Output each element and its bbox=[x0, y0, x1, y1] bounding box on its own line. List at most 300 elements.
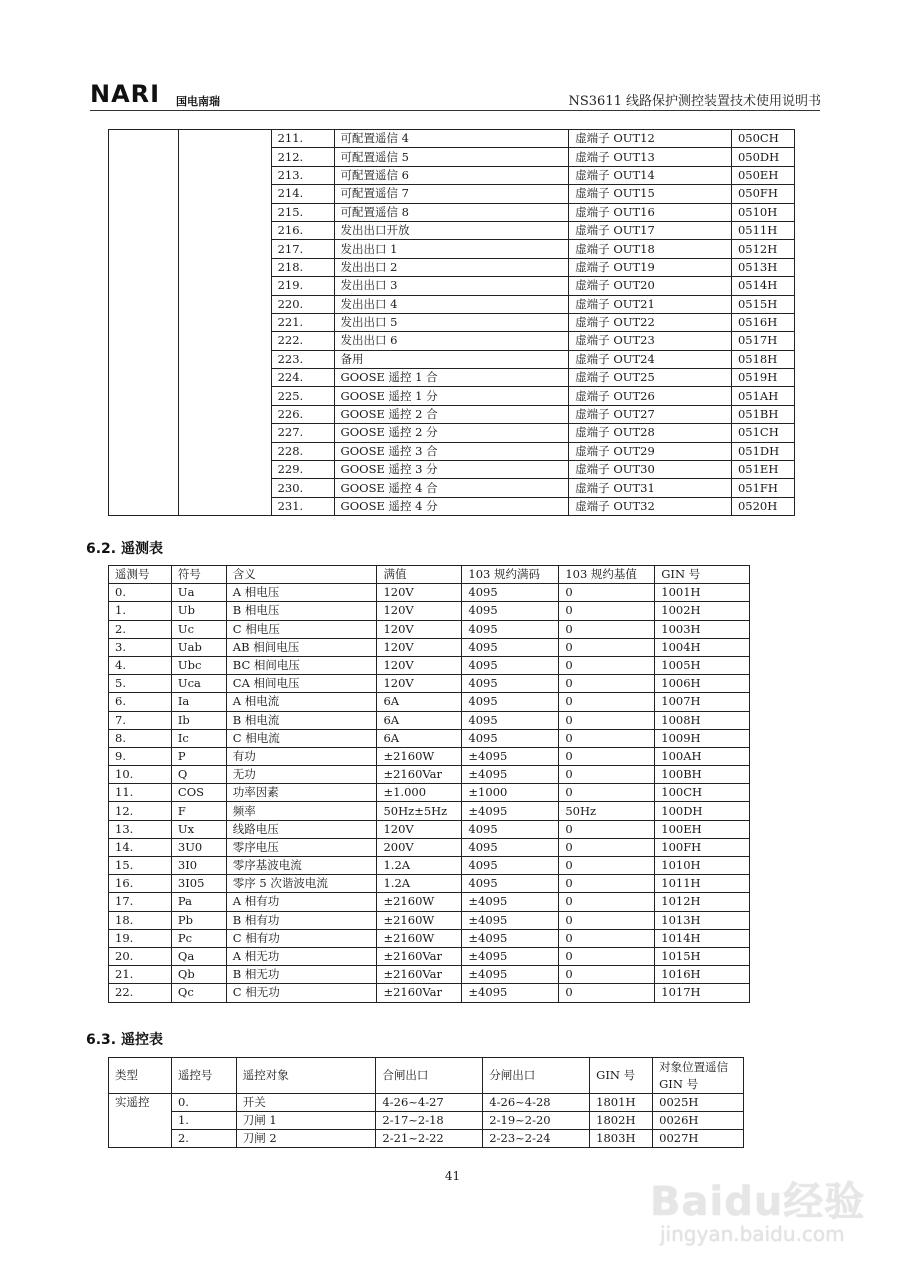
table-row bbox=[109, 602, 750, 620]
table-cell: 零序 5 次谐波电流 bbox=[226, 875, 377, 893]
table-cell: 4095 bbox=[462, 584, 559, 602]
table-cell: C 相电压 bbox=[226, 620, 377, 638]
empty-cell bbox=[178, 461, 271, 479]
page-number: 41 bbox=[444, 1169, 461, 1183]
table-cell: 4. bbox=[109, 656, 172, 674]
table-cell: 1005H bbox=[655, 656, 750, 674]
table-cell: 0 bbox=[559, 747, 655, 765]
empty-cell bbox=[178, 313, 271, 331]
column-header: 对象位置遥信 GIN 号 bbox=[653, 1058, 744, 1094]
table-cell: 6A bbox=[377, 693, 462, 711]
table-cell: COS bbox=[171, 784, 226, 802]
table-row bbox=[109, 838, 750, 856]
table-cell: C 相电流 bbox=[226, 729, 377, 747]
telemetry-table-body bbox=[109, 584, 750, 1002]
table-cell: 0027H bbox=[653, 1130, 744, 1148]
table-cell: 虚端子 OUT25 bbox=[569, 369, 732, 387]
table-cell: 4095 bbox=[462, 602, 559, 620]
table-cell: 17. bbox=[109, 893, 172, 911]
table-cell: ±1000 bbox=[462, 784, 559, 802]
table-row bbox=[109, 350, 795, 368]
table-cell: 频率 bbox=[226, 802, 377, 820]
table-cell: 0 bbox=[559, 911, 655, 929]
table-cell: 1803H bbox=[590, 1130, 653, 1148]
table-cell: 虚端子 OUT15 bbox=[569, 185, 732, 203]
table-cell: 虚端子 OUT16 bbox=[569, 203, 732, 221]
table-cell: 1004H bbox=[655, 638, 750, 656]
table-cell: 虚端子 OUT31 bbox=[569, 479, 732, 497]
empty-cell bbox=[109, 313, 179, 331]
table-cell: GOOSE 遥控 3 合 bbox=[334, 442, 569, 460]
table-cell: 发出出口 1 bbox=[334, 240, 569, 258]
table-cell: 15. bbox=[109, 857, 172, 875]
document-title: NS3611 线路保护测控装置技术使用说明书 bbox=[568, 94, 821, 109]
table-cell: 0 bbox=[559, 656, 655, 674]
table-cell: 虚端子 OUT27 bbox=[569, 405, 732, 423]
table-cell: 0 bbox=[559, 638, 655, 656]
table-row bbox=[109, 820, 750, 838]
table-cell: 4095 bbox=[462, 693, 559, 711]
watermark-url: jingyan.baidu.com bbox=[660, 1222, 845, 1246]
table-cell: 发出出口 2 bbox=[334, 258, 569, 276]
table-cell: 0517H bbox=[731, 332, 794, 350]
table-cell: 0513H bbox=[731, 258, 794, 276]
table-row bbox=[109, 295, 795, 313]
table-cell: 5. bbox=[109, 675, 172, 693]
table-cell: 100FH bbox=[655, 838, 750, 856]
table-cell: 4095 bbox=[462, 820, 559, 838]
table-cell: 4095 bbox=[462, 711, 559, 729]
telesignal-table-continued bbox=[108, 129, 795, 516]
table-cell: 虚端子 OUT29 bbox=[569, 442, 732, 460]
table-cell: 1802H bbox=[590, 1112, 653, 1130]
table-cell: ±4095 bbox=[462, 984, 559, 1002]
empty-cell bbox=[109, 442, 179, 460]
table-cell: 0 bbox=[559, 729, 655, 747]
table-cell: 1. bbox=[171, 1112, 236, 1130]
table-cell: ±4095 bbox=[462, 911, 559, 929]
table-cell: GOOSE 遥控 1 分 bbox=[334, 387, 569, 405]
column-header: 合闸出口 bbox=[376, 1058, 483, 1094]
table-cell: 3I05 bbox=[171, 875, 226, 893]
table-cell: ±2160W bbox=[377, 747, 462, 765]
table-cell: 线路电压 bbox=[226, 820, 377, 838]
table-cell: 虚端子 OUT23 bbox=[569, 332, 732, 350]
table-cell: 050FH bbox=[731, 185, 794, 203]
table-cell: 211. bbox=[271, 130, 334, 148]
table-cell: 0518H bbox=[731, 350, 794, 368]
table-cell: Pc bbox=[171, 929, 226, 947]
column-header: 含义 bbox=[226, 566, 377, 584]
table-cell: 0514H bbox=[731, 277, 794, 295]
table-cell: GOOSE 遥控 4 分 bbox=[334, 497, 569, 515]
table-row bbox=[109, 240, 795, 258]
table-row bbox=[109, 984, 750, 1002]
empty-cell bbox=[109, 166, 179, 184]
table-cell: 051BH bbox=[731, 405, 794, 423]
table-cell: 219. bbox=[271, 277, 334, 295]
table-cell: C 相有功 bbox=[226, 929, 377, 947]
telecontrol-table bbox=[108, 1057, 744, 1148]
table-cell: 051DH bbox=[731, 442, 794, 460]
table-cell: 22. bbox=[109, 984, 172, 1002]
table-row bbox=[109, 620, 750, 638]
table-cell: 4095 bbox=[462, 838, 559, 856]
table-row bbox=[109, 784, 750, 802]
table-cell: 19. bbox=[109, 929, 172, 947]
table-row bbox=[109, 584, 750, 602]
table-cell: 218. bbox=[271, 258, 334, 276]
table-cell: 发出出口 5 bbox=[334, 313, 569, 331]
table-cell: 虚端子 OUT32 bbox=[569, 497, 732, 515]
table-cell: 6A bbox=[377, 729, 462, 747]
table-cell: 0 bbox=[559, 820, 655, 838]
table-cell: 0 bbox=[559, 966, 655, 984]
table-cell: 120V bbox=[377, 638, 462, 656]
table-cell: 100DH bbox=[655, 802, 750, 820]
table-cell: 050EH bbox=[731, 166, 794, 184]
table-cell: 13. bbox=[109, 820, 172, 838]
table-cell: ±2160Var bbox=[377, 966, 462, 984]
table-cell: 1010H bbox=[655, 857, 750, 875]
table-row bbox=[109, 442, 795, 460]
empty-cell bbox=[109, 387, 179, 405]
table-cell: 229. bbox=[271, 461, 334, 479]
empty-cell bbox=[178, 240, 271, 258]
table-cell: 20. bbox=[109, 947, 172, 965]
table-cell: Ua bbox=[171, 584, 226, 602]
table-cell: ±2160W bbox=[377, 911, 462, 929]
table-cell: 120V bbox=[377, 656, 462, 674]
empty-cell bbox=[109, 258, 179, 276]
table-row bbox=[109, 675, 750, 693]
table-cell: 0 bbox=[559, 893, 655, 911]
table-cell: 223. bbox=[271, 350, 334, 368]
empty-cell bbox=[109, 332, 179, 350]
table-cell: B 相电流 bbox=[226, 711, 377, 729]
table-cell: 1.2A bbox=[377, 875, 462, 893]
column-header: GIN 号 bbox=[590, 1058, 653, 1094]
table-cell: 50Hz bbox=[559, 802, 655, 820]
table-cell: 刀闸 2 bbox=[236, 1130, 376, 1148]
table-cell: 227. bbox=[271, 424, 334, 442]
table-cell: 217. bbox=[271, 240, 334, 258]
telecontrol-header-row bbox=[109, 1058, 744, 1094]
table-cell: A 相有功 bbox=[226, 893, 377, 911]
table-cell: 051CH bbox=[731, 424, 794, 442]
table-cell: 可配置遥信 7 bbox=[334, 185, 569, 203]
empty-cell bbox=[178, 442, 271, 460]
table-cell: 051FH bbox=[731, 479, 794, 497]
table-cell: 1006H bbox=[655, 675, 750, 693]
table-row bbox=[109, 875, 750, 893]
empty-cell bbox=[178, 369, 271, 387]
table-row bbox=[109, 1130, 744, 1148]
table-row bbox=[109, 1112, 744, 1130]
empty-cell bbox=[178, 185, 271, 203]
table-cell: 零序电压 bbox=[226, 838, 377, 856]
table-cell: 224. bbox=[271, 369, 334, 387]
table-cell: ±4095 bbox=[462, 966, 559, 984]
section-heading-telecontrol: 6.3. 遥控表 bbox=[86, 1032, 163, 1048]
table-cell: 虚端子 OUT19 bbox=[569, 258, 732, 276]
table-row bbox=[109, 166, 795, 184]
table-row bbox=[109, 729, 750, 747]
column-header: 103 规约基值 bbox=[559, 566, 655, 584]
empty-cell bbox=[178, 332, 271, 350]
table-cell: 4095 bbox=[462, 638, 559, 656]
table-cell: F bbox=[171, 802, 226, 820]
table-cell: 4095 bbox=[462, 729, 559, 747]
table-cell: Ic bbox=[171, 729, 226, 747]
table-row bbox=[109, 479, 795, 497]
empty-cell bbox=[109, 497, 179, 515]
table-cell: 1012H bbox=[655, 893, 750, 911]
table-row bbox=[109, 893, 750, 911]
table-row bbox=[109, 929, 750, 947]
table-row bbox=[109, 130, 795, 148]
telemetry-header-row bbox=[109, 566, 750, 584]
table-cell: ±2160Var bbox=[377, 984, 462, 1002]
table-row bbox=[109, 387, 795, 405]
table-cell: 7. bbox=[109, 711, 172, 729]
table-cell: ±4095 bbox=[462, 893, 559, 911]
table-cell: 1.2A bbox=[377, 857, 462, 875]
table-cell: Pb bbox=[171, 911, 226, 929]
table-cell: 0 bbox=[559, 784, 655, 802]
table-cell: 虚端子 OUT22 bbox=[569, 313, 732, 331]
table-cell: 0 bbox=[559, 602, 655, 620]
table-cell: 050DH bbox=[731, 148, 794, 166]
table-cell: 0511H bbox=[731, 221, 794, 239]
empty-cell bbox=[178, 424, 271, 442]
table-cell: 有功 bbox=[226, 747, 377, 765]
table-cell: 4-26~4-27 bbox=[376, 1094, 483, 1112]
table-cell: Uca bbox=[171, 675, 226, 693]
table-cell: 100BH bbox=[655, 766, 750, 784]
table-cell: Pa bbox=[171, 893, 226, 911]
table-row bbox=[109, 405, 795, 423]
table-cell: 100EH bbox=[655, 820, 750, 838]
table-cell: 21. bbox=[109, 966, 172, 984]
section-heading-telemetry: 6.2. 遥测表 bbox=[86, 541, 163, 557]
table-cell: 100CH bbox=[655, 784, 750, 802]
table-cell: 虚端子 OUT26 bbox=[569, 387, 732, 405]
table-cell: 发出出口 6 bbox=[334, 332, 569, 350]
table-cell: 0 bbox=[559, 693, 655, 711]
table-cell: 4095 bbox=[462, 656, 559, 674]
table-cell: Uc bbox=[171, 620, 226, 638]
table-cell: 1015H bbox=[655, 947, 750, 965]
table-cell: 12. bbox=[109, 802, 172, 820]
table-cell: Ib bbox=[171, 711, 226, 729]
table-cell: 开关 bbox=[236, 1094, 376, 1112]
table-cell: 11. bbox=[109, 784, 172, 802]
table-row bbox=[109, 461, 795, 479]
table-cell: 3U0 bbox=[171, 838, 226, 856]
empty-cell bbox=[178, 277, 271, 295]
table-cell: 120V bbox=[377, 584, 462, 602]
table-cell: 4095 bbox=[462, 620, 559, 638]
table-cell: Qc bbox=[171, 984, 226, 1002]
table-cell: Uab bbox=[171, 638, 226, 656]
table-cell: 226. bbox=[271, 405, 334, 423]
table-cell: 0 bbox=[559, 838, 655, 856]
empty-cell bbox=[178, 295, 271, 313]
table-row bbox=[109, 766, 750, 784]
table-cell: BC 相间电压 bbox=[226, 656, 377, 674]
table-cell: C 相无功 bbox=[226, 984, 377, 1002]
table-cell: 4095 bbox=[462, 875, 559, 893]
table-cell: A 相电压 bbox=[226, 584, 377, 602]
table-cell: 213. bbox=[271, 166, 334, 184]
nari-logo: NARI bbox=[90, 80, 161, 108]
table-row bbox=[109, 747, 750, 765]
empty-cell bbox=[109, 130, 179, 148]
table-cell: 200V bbox=[377, 838, 462, 856]
table-cell: 1008H bbox=[655, 711, 750, 729]
column-header: 103 规约满码 bbox=[462, 566, 559, 584]
table-cell: 虚端子 OUT30 bbox=[569, 461, 732, 479]
empty-cell bbox=[178, 497, 271, 515]
table-cell: 216. bbox=[271, 221, 334, 239]
table-cell: 虚端子 OUT17 bbox=[569, 221, 732, 239]
table-row bbox=[109, 332, 795, 350]
column-header: 遥控对象 bbox=[236, 1058, 376, 1094]
table-cell: 14. bbox=[109, 838, 172, 856]
table-cell: Qb bbox=[171, 966, 226, 984]
table-cell: ±4095 bbox=[462, 947, 559, 965]
table-cell: 虚端子 OUT28 bbox=[569, 424, 732, 442]
table-cell: 发出出口开放 bbox=[334, 221, 569, 239]
column-header: 满值 bbox=[377, 566, 462, 584]
table-cell: 可配置遥信 8 bbox=[334, 203, 569, 221]
table-cell: 220. bbox=[271, 295, 334, 313]
logo-subtitle: 国电南瑞 bbox=[176, 95, 220, 108]
table-cell: 120V bbox=[377, 602, 462, 620]
table-cell: 1017H bbox=[655, 984, 750, 1002]
table-cell: 228. bbox=[271, 442, 334, 460]
table-cell: 2. bbox=[109, 620, 172, 638]
table-cell: 6A bbox=[377, 711, 462, 729]
table-cell: 虚端子 OUT14 bbox=[569, 166, 732, 184]
column-header: 符号 bbox=[171, 566, 226, 584]
empty-cell bbox=[109, 277, 179, 295]
table-cell: 120V bbox=[377, 820, 462, 838]
table-cell: P bbox=[171, 747, 226, 765]
table-cell: 222. bbox=[271, 332, 334, 350]
table-cell: 0520H bbox=[731, 497, 794, 515]
table-cell: 0 bbox=[559, 584, 655, 602]
table-cell: B 相无功 bbox=[226, 966, 377, 984]
table-cell: CA 相间电压 bbox=[226, 675, 377, 693]
table-cell: 虚端子 OUT12 bbox=[569, 130, 732, 148]
table-cell: GOOSE 遥控 2 分 bbox=[334, 424, 569, 442]
table-cell: ±2160Var bbox=[377, 947, 462, 965]
table-cell: 051EH bbox=[731, 461, 794, 479]
table-cell: 0512H bbox=[731, 240, 794, 258]
table-row bbox=[109, 369, 795, 387]
empty-cell bbox=[109, 424, 179, 442]
table-cell: 214. bbox=[271, 185, 334, 203]
empty-cell bbox=[178, 350, 271, 368]
table-cell: 051AH bbox=[731, 387, 794, 405]
empty-cell bbox=[178, 166, 271, 184]
empty-cell bbox=[178, 130, 271, 148]
table-cell: 虚端子 OUT20 bbox=[569, 277, 732, 295]
table-cell: 0 bbox=[559, 929, 655, 947]
table-cell: 可配置遥信 5 bbox=[334, 148, 569, 166]
table-cell: 1002H bbox=[655, 602, 750, 620]
table-cell: 0516H bbox=[731, 313, 794, 331]
table-cell: 230. bbox=[271, 479, 334, 497]
table-cell: Qa bbox=[171, 947, 226, 965]
table-cell: 2. bbox=[171, 1130, 236, 1148]
table-cell: 1009H bbox=[655, 729, 750, 747]
table-row bbox=[109, 221, 795, 239]
table-cell: ±4095 bbox=[462, 929, 559, 947]
table-cell: 16. bbox=[109, 875, 172, 893]
table-cell: Ubc bbox=[171, 656, 226, 674]
table-cell: 215. bbox=[271, 203, 334, 221]
table-cell: ±1.000 bbox=[377, 784, 462, 802]
table-cell: 3. bbox=[109, 638, 172, 656]
table-cell: 0 bbox=[559, 711, 655, 729]
table-row bbox=[109, 857, 750, 875]
table-cell: 212. bbox=[271, 148, 334, 166]
empty-cell bbox=[109, 185, 179, 203]
empty-cell bbox=[178, 203, 271, 221]
table-row bbox=[109, 656, 750, 674]
column-header: GIN 号 bbox=[655, 566, 750, 584]
table-cell: 0 bbox=[559, 675, 655, 693]
table-cell: 231. bbox=[271, 497, 334, 515]
table-cell: ±4095 bbox=[462, 802, 559, 820]
table-row bbox=[109, 424, 795, 442]
table-cell: A 相无功 bbox=[226, 947, 377, 965]
column-header: 遥测号 bbox=[109, 566, 172, 584]
table-cell: 18. bbox=[109, 911, 172, 929]
table-cell: 0 bbox=[559, 620, 655, 638]
table-row bbox=[109, 148, 795, 166]
empty-cell bbox=[109, 369, 179, 387]
table-cell: A 相电流 bbox=[226, 693, 377, 711]
table-cell: Ia bbox=[171, 693, 226, 711]
table-row bbox=[109, 258, 795, 276]
table-cell: ±4095 bbox=[462, 747, 559, 765]
table-cell: 0 bbox=[559, 875, 655, 893]
table-cell: 2-17~2-18 bbox=[376, 1112, 483, 1130]
table-cell: 225. bbox=[271, 387, 334, 405]
table-row bbox=[109, 497, 795, 515]
table-cell: 2-19~2-20 bbox=[483, 1112, 590, 1130]
header-divider bbox=[90, 110, 820, 111]
table-cell: ±4095 bbox=[462, 766, 559, 784]
table-cell: B 相有功 bbox=[226, 911, 377, 929]
table-cell: 发出出口 4 bbox=[334, 295, 569, 313]
table-cell: 发出出口 3 bbox=[334, 277, 569, 295]
column-header: 类型 bbox=[109, 1058, 172, 1094]
table-cell: 3I0 bbox=[171, 857, 226, 875]
column-header: 遥控号 bbox=[171, 1058, 236, 1094]
table-cell: Ub bbox=[171, 602, 226, 620]
column-header: 分闸出口 bbox=[483, 1058, 590, 1094]
table-cell: 221. bbox=[271, 313, 334, 331]
table-cell: 1001H bbox=[655, 584, 750, 602]
table-cell: 10. bbox=[109, 766, 172, 784]
table-cell: 4095 bbox=[462, 675, 559, 693]
empty-cell bbox=[109, 479, 179, 497]
